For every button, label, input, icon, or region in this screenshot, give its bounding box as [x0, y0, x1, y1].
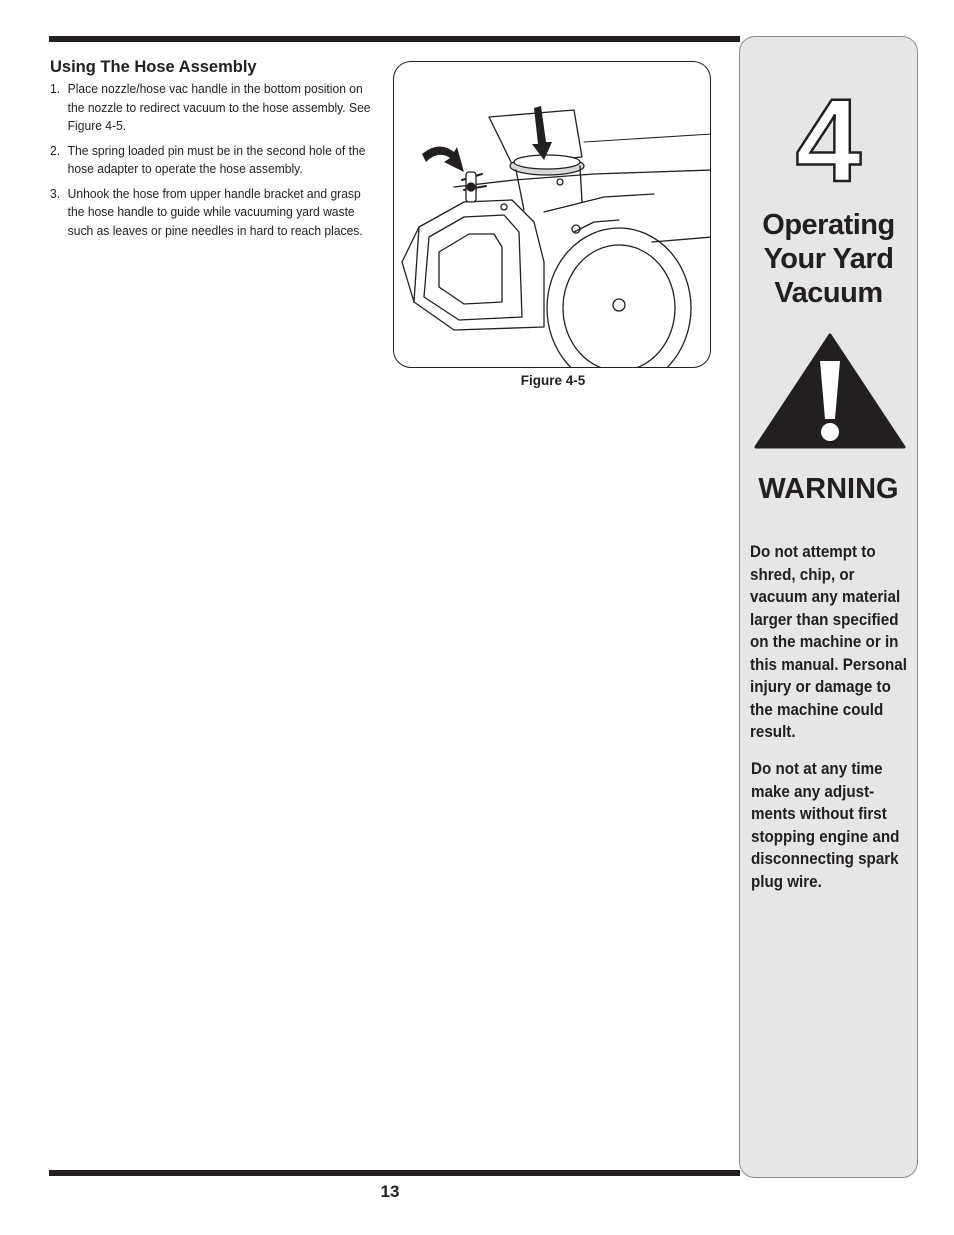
top-rule: [49, 36, 740, 42]
list-item: [50, 185, 376, 241]
list-item: [50, 142, 376, 179]
warning-heading: WARNING: [758, 473, 899, 505]
chapter-number: 4: [795, 75, 862, 207]
step-text: The spring loaded pin must be in the second hole of the hose adapter to operate the hose assembly.: [67, 142, 366, 176]
step-text: Unhook the hose from upper handle bracket and grasp the hose handle to guide while vacuuming yard waste such as leaves or pine needles in hard to reach places.: [67, 185, 363, 238]
step-number: 1.: [50, 81, 61, 96]
warning-text: Do not at any time make any adjustments without first stopping engine and disconnecting spark plug wire.: [751, 760, 900, 891]
step-number: 2.: [50, 142, 61, 158]
yard-vacuum-hose-illustration: [394, 62, 711, 368]
warning-text: Do not attempt to shred, chip, or vacuum any material larger than specified on the machine or in this manual. Personal injury or damage to the machine could result.: [750, 543, 907, 741]
section-heading: Using The Hose Assembly: [50, 58, 257, 76]
step-number: 3.: [50, 185, 61, 201]
bottom-rule: [49, 1170, 740, 1176]
figure-illustration: [393, 61, 711, 368]
page-number: 13: [380, 1182, 400, 1201]
instruction-list: [50, 80, 376, 246]
list-item: [50, 80, 376, 136]
chapter-title: Operating Your Yard Vacuum: [762, 209, 895, 309]
figure-caption: Figure 4-5: [520, 373, 586, 388]
step-text: Place nozzle/hose vac handle in the bottom position on the nozzle to redirect vacuum to the hose assembly. See Figure 4-5.: [67, 81, 371, 133]
curved-arrow-icon: [422, 146, 464, 172]
warning-triangle-icon: [754, 333, 906, 451]
